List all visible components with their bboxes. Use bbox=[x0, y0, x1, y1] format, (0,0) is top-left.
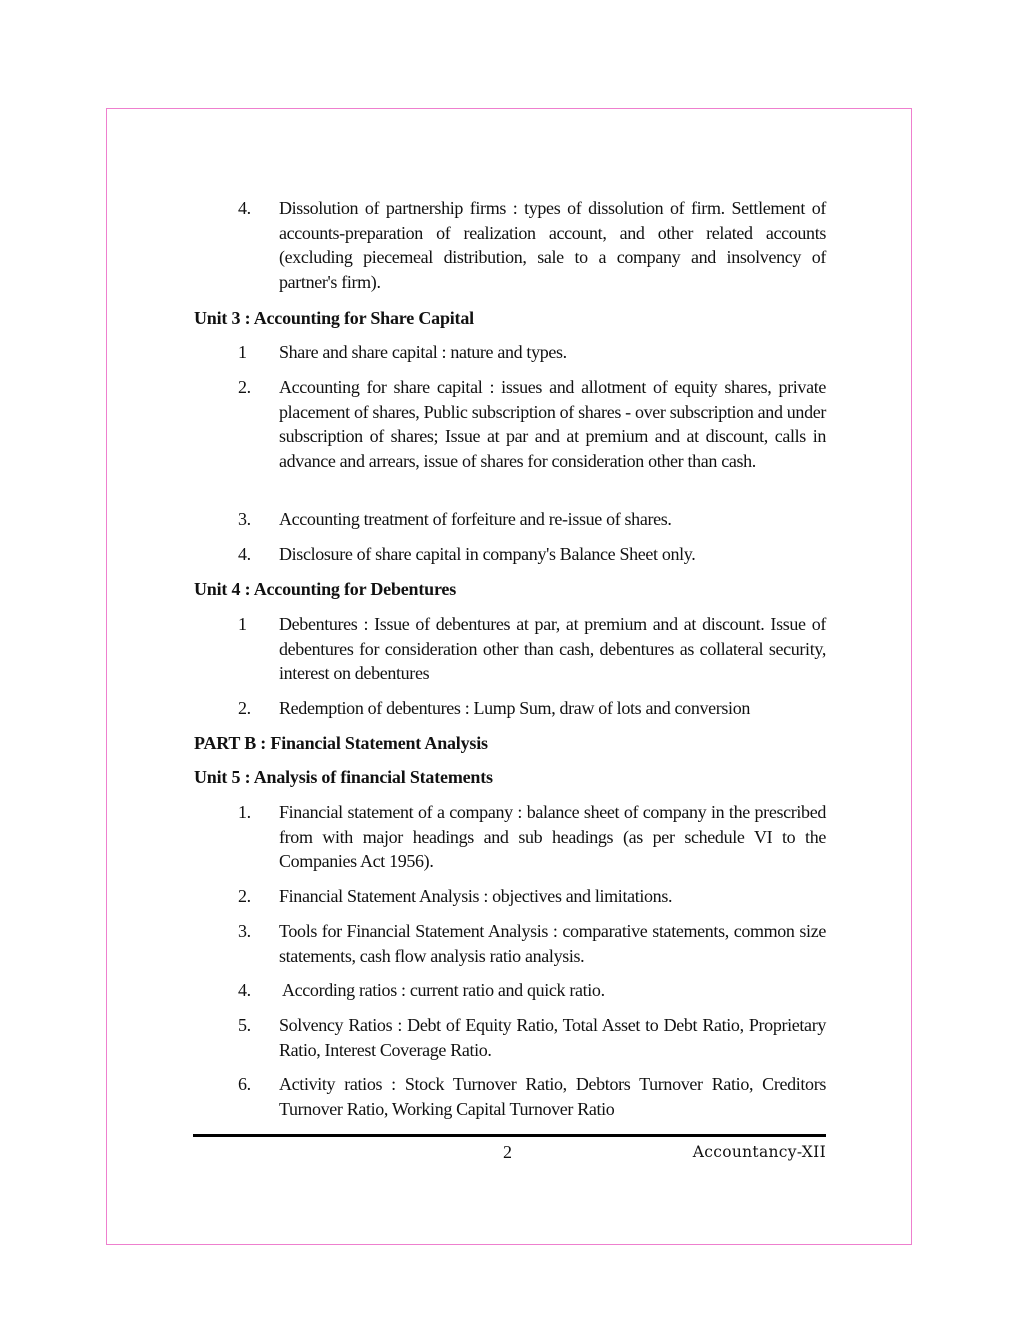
item-text: Disclosure of share capital in company's Balance Sheet only. bbox=[279, 544, 696, 564]
item-text: Tools for Financial Statement Analysis : comparative statements, common size statements, cash flow analysis ratio analysis. bbox=[279, 921, 826, 966]
page-number: 2 bbox=[503, 1142, 512, 1162]
footer-title: Accountancy-XII bbox=[692, 1143, 826, 1161]
item-text: Financial Statement Analysis : objectives and limitations. bbox=[279, 886, 673, 906]
part-heading: PART B : Financial Statement Analysis bbox=[194, 733, 488, 753]
item-text: According ratios : current ratio and quick ratio. bbox=[282, 980, 605, 1000]
item-number: 4. bbox=[238, 198, 251, 218]
item-text: Dissolution of partnership firms : types of dissolution of firm. Settlement of accounts-preparation of realization account, and other related accounts (excluding piecemeal distribution, sale to a company and insolvency of partner's firm). bbox=[279, 198, 826, 292]
item-text: Share and share capital : nature and types. bbox=[279, 342, 567, 362]
section-heading: Unit 4 : Accounting for Debentures bbox=[194, 579, 457, 599]
item-number: 2. bbox=[238, 698, 251, 718]
item-text: Activity ratios : Stock Turnover Ratio, Debtors Turnover Ratio, Creditors Turnover Ratio, Working Capital Turnover Ratio bbox=[279, 1074, 826, 1119]
item-number: 3. bbox=[238, 509, 251, 529]
section-heading: Unit 3 : Accounting for Share Capital bbox=[194, 308, 474, 328]
item-number: 1. bbox=[238, 802, 251, 822]
footer-rule bbox=[193, 1134, 826, 1137]
item-text: Accounting for share capital : issues and allotment of equity shares, private placement of shares, Public subscription of shares - over subscription and under subscription of shares; Issue at par and at premium and at discount, calls in advance and arrears, issue of shares for consideration other than cash. bbox=[279, 377, 826, 471]
item-number: 1 bbox=[238, 342, 247, 362]
item-number: 4. bbox=[238, 544, 251, 564]
item-number: 2. bbox=[238, 377, 251, 397]
item-number: 2. bbox=[238, 886, 251, 906]
item-text: Debentures : Issue of debentures at par, at premium and at discount. Issue of debentures for consideration other than cash, debentures as collateral security, interest on debentures bbox=[279, 614, 826, 684]
item-number: 5. bbox=[238, 1015, 251, 1035]
item-number: 4. bbox=[238, 980, 251, 1000]
item-text: Financial statement of a company : balance sheet of company in the prescribed from with major headings and sub headings (as per schedule VI to the Companies Act 1956). bbox=[279, 802, 826, 872]
item-text: Redemption of debentures : Lump Sum, draw of lots and conversion bbox=[279, 698, 751, 718]
item-number: 6. bbox=[238, 1074, 251, 1094]
item-text: Solvency Ratios : Debt of Equity Ratio, Total Asset to Debt Ratio, Proprietary Ratio, Interest Coverage Ratio. bbox=[279, 1015, 826, 1060]
item-text: Accounting treatment of forfeiture and re-issue of shares. bbox=[279, 509, 672, 529]
section-heading: Unit 5 : Analysis of financial Statements bbox=[194, 767, 493, 787]
item-number: 1 bbox=[238, 614, 247, 634]
item-number: 3. bbox=[238, 921, 251, 941]
